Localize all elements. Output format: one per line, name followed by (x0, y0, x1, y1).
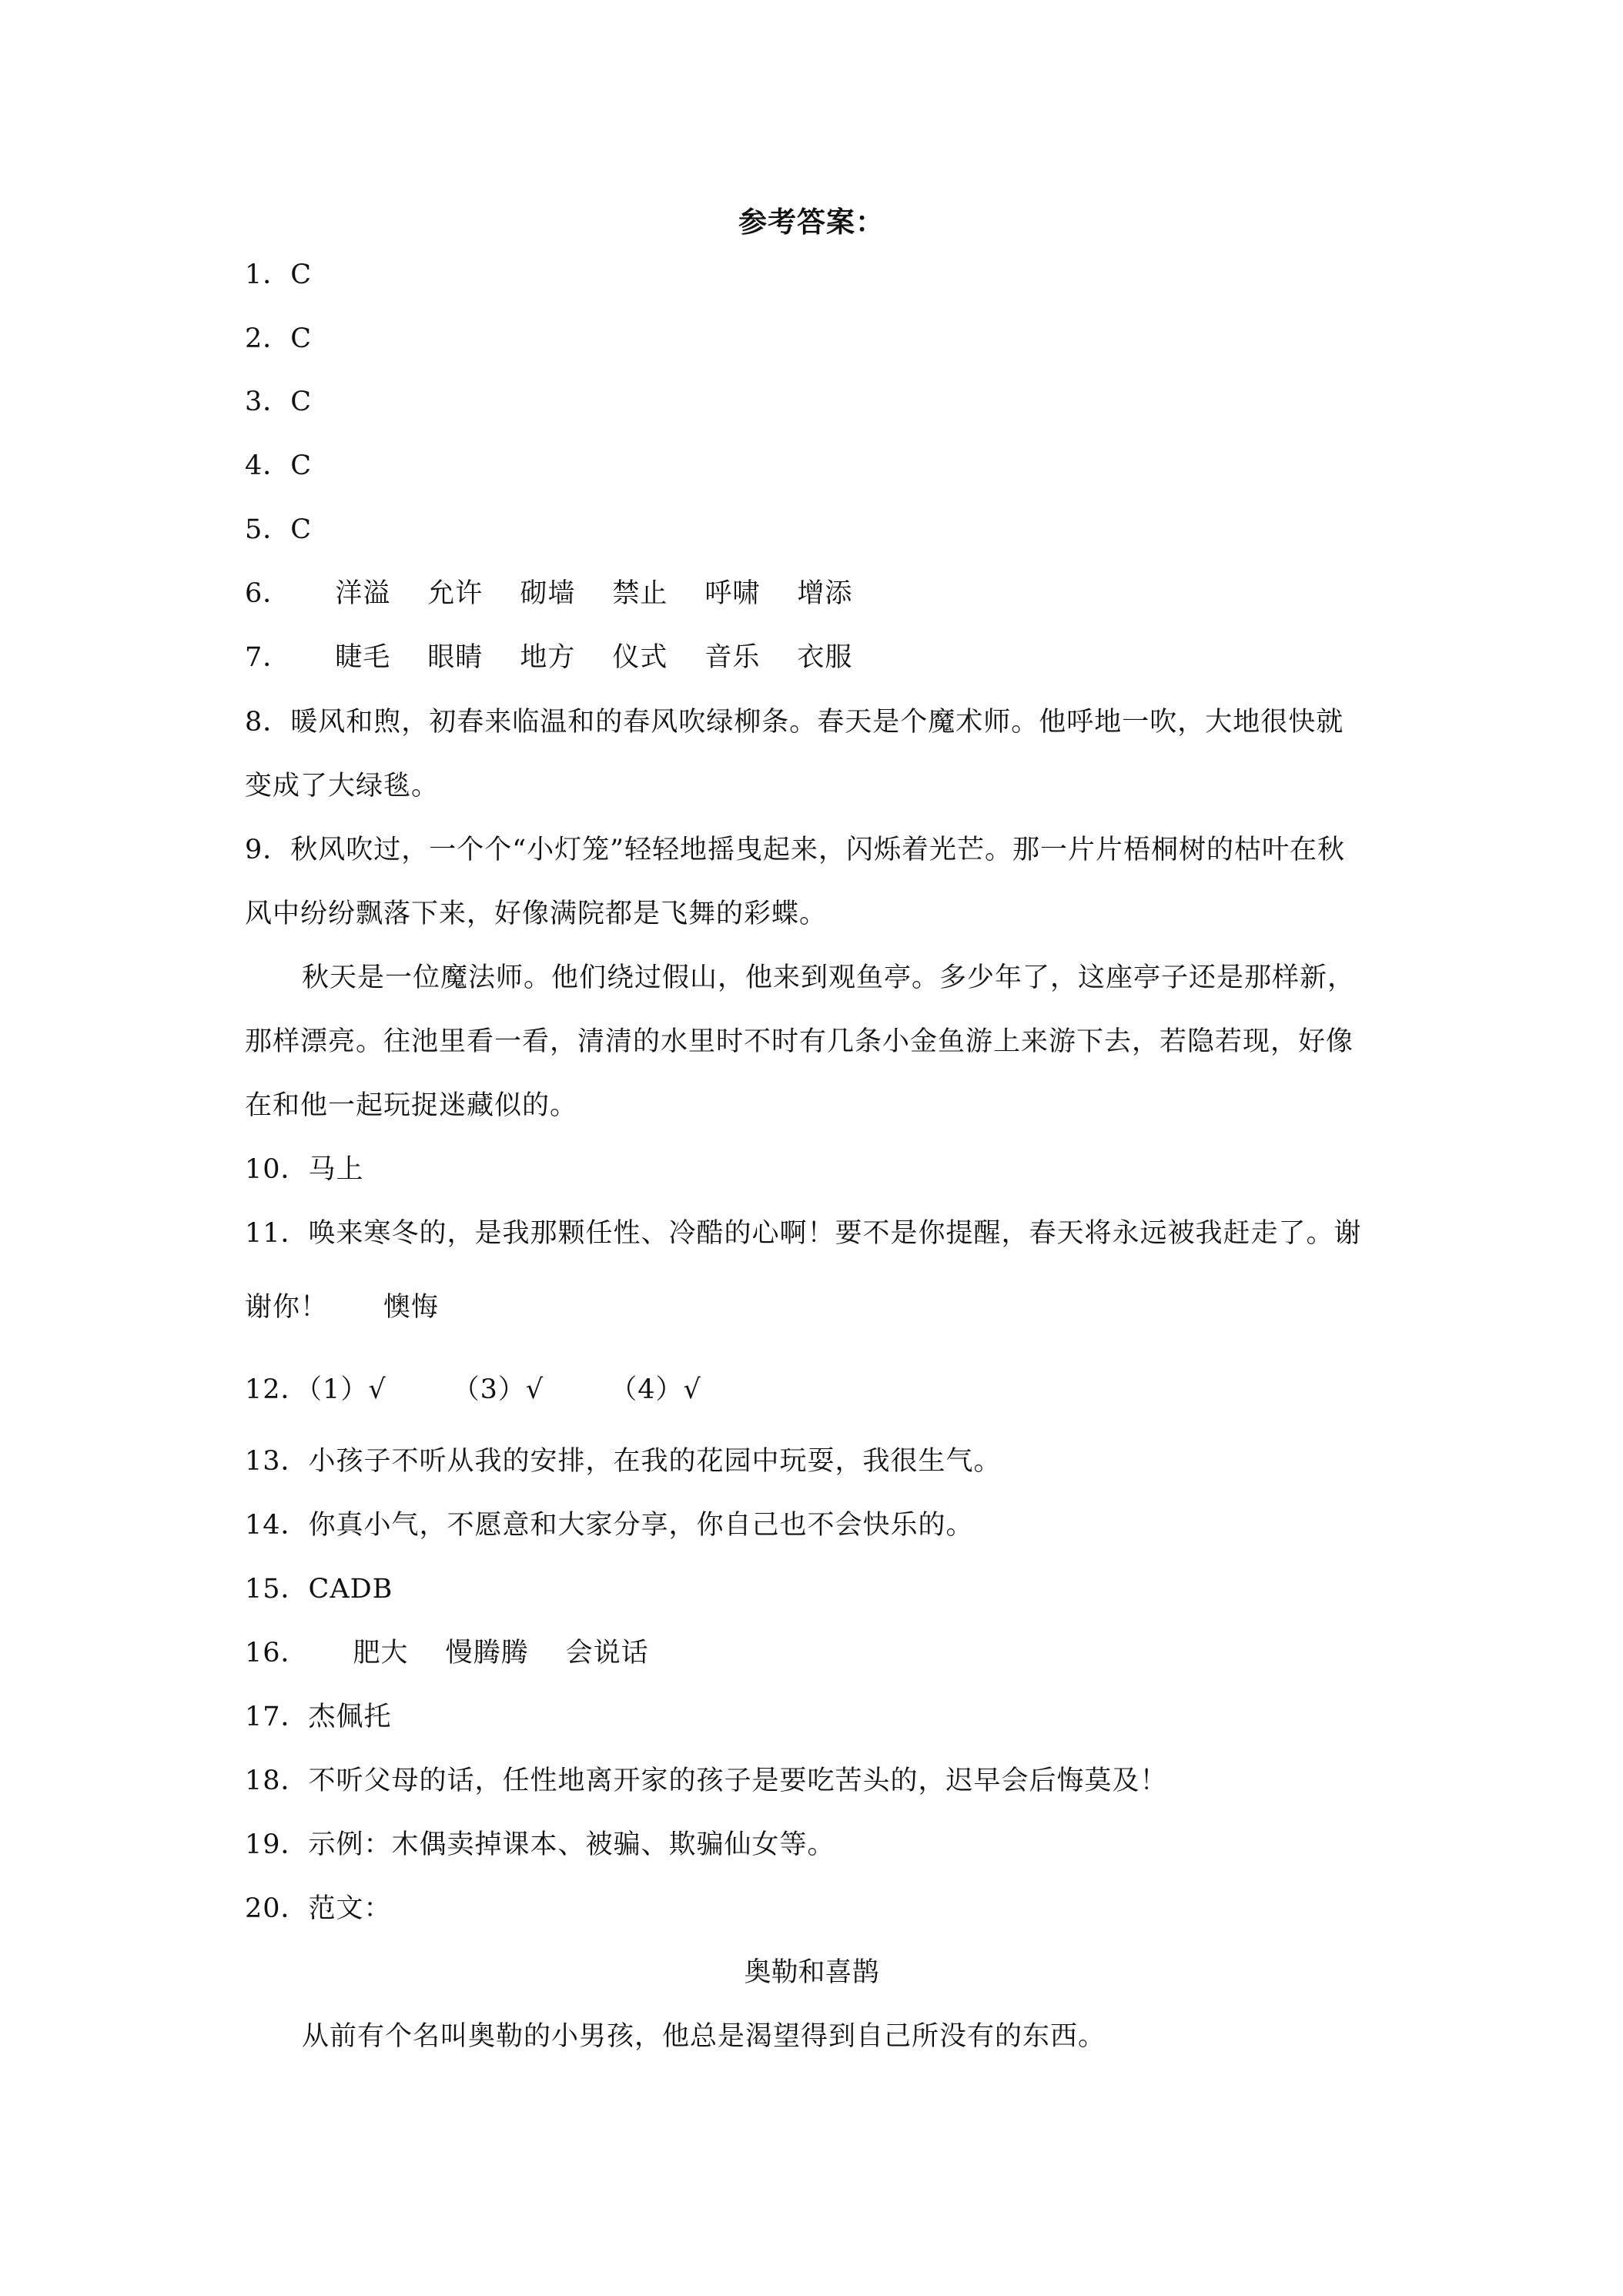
answer-7-word: 音乐 (704, 642, 761, 673)
answer-6-word: 呼啸 (704, 578, 761, 609)
answer-6-number: 6． (245, 578, 291, 609)
answer-9-line: 风中纷纷飘落下来，好像满院都是飞舞的彩蝶。 (245, 899, 828, 929)
answer-19: 19．示例：木偶卖掉课本、被骗、欺骗仙女等。 (245, 1829, 835, 1860)
essay-paragraph: 从前有个名叫奥勒的小男孩，他总是渴望得到自己所没有的东西。 (302, 2021, 1106, 2052)
answer-12-item: （1）√ (308, 1374, 387, 1405)
answer-20-label: 20．范文： (245, 1893, 392, 1924)
page-title: 参考答案： (738, 205, 885, 239)
answer-16-number: 16． (245, 1638, 309, 1668)
answer-9-line: 秋天是一位魔法师。他们绕过假山，他来到观鱼亭。多少年了，这座亭子还是那样新， (302, 962, 1356, 993)
answer-9-line: 在和他一起玩捉迷藏似的。 (245, 1090, 578, 1121)
answer-16-word: 慢腾腾 (445, 1638, 529, 1668)
answer-5: 5．C (245, 514, 313, 545)
answer-12 (245, 1373, 701, 1407)
answer-6-word: 洋溢 (335, 578, 391, 609)
answer-8-line: 8．暖风和煦，初春来临温和的春风吹绿柳条。春天是个魔术师。他呼地一吹，大地很快就 (245, 707, 1344, 738)
answer-3: 3．C (245, 387, 313, 417)
answer-13: 13．小孩子不听从我的安排，在我的花园中玩耍，我很生气。 (245, 1446, 1002, 1477)
answer-2: 2．C (245, 323, 313, 354)
answer-4: 4．C (245, 450, 313, 481)
answer-12-item: （3）√ (452, 1374, 544, 1405)
answer-16-word: 肥大 (353, 1638, 409, 1668)
answer-14: 14．你真小气，不愿意和大家分享，你自己也不会快乐的。 (245, 1510, 974, 1541)
answer-9-line: 那样漂亮。往池里看一看，清清的水里时不时有几条小金鱼游上来游下去，若隐若现，好像 (245, 1026, 1354, 1057)
answer-11-line (245, 1290, 439, 1324)
answer-12-number: 12． (245, 1374, 309, 1405)
answer-8-line: 变成了大绿毯。 (245, 771, 440, 802)
answer-7-word: 地方 (520, 642, 576, 673)
answer-7 (245, 641, 852, 674)
answer-12-item: （4）√ (610, 1374, 701, 1405)
answer-7-word: 睫毛 (335, 642, 391, 673)
answer-7-word: 眼睛 (427, 642, 484, 673)
answer-15: 15．CADB (245, 1574, 393, 1605)
answer-6 (245, 577, 852, 611)
answer-11-text: 谢你！ (245, 1292, 329, 1323)
answer-6-word: 允许 (427, 578, 484, 609)
answer-7-number: 7． (245, 642, 291, 673)
answer-7-word: 衣服 (797, 642, 853, 673)
answer-1: 1．C (245, 259, 313, 290)
answer-9-line: 9．秋风吹过，一个个“小灯笼”轻轻地摇曳起来，闪烁着光芒。那一片片梧桐树的枯叶在秋 (245, 835, 1346, 865)
answer-11-line: 11．唤来寒冬的，是我那颗任性、冷酷的心啊！要不是你提醒，春天将永远被我赶走了。谢 (245, 1218, 1362, 1249)
answer-18: 18．不听父母的话，任性地离开家的孩子是要吃苦头的，迟早会后悔莫及！ (245, 1766, 1168, 1796)
answer-7-word: 仪式 (612, 642, 668, 673)
answer-16-word: 会说话 (565, 1638, 649, 1668)
answer-6-word: 禁止 (612, 578, 668, 609)
answer-6-word: 增添 (797, 578, 853, 609)
answer-10: 10．马上 (245, 1154, 364, 1185)
answer-6-word: 砌墙 (520, 578, 576, 609)
essay-title: 奥勒和喜鹊 (744, 1957, 879, 1988)
answer-11-word: 懊悔 (383, 1292, 440, 1323)
answer-16 (245, 1636, 649, 1670)
answer-17: 17．杰佩托 (245, 1702, 392, 1732)
